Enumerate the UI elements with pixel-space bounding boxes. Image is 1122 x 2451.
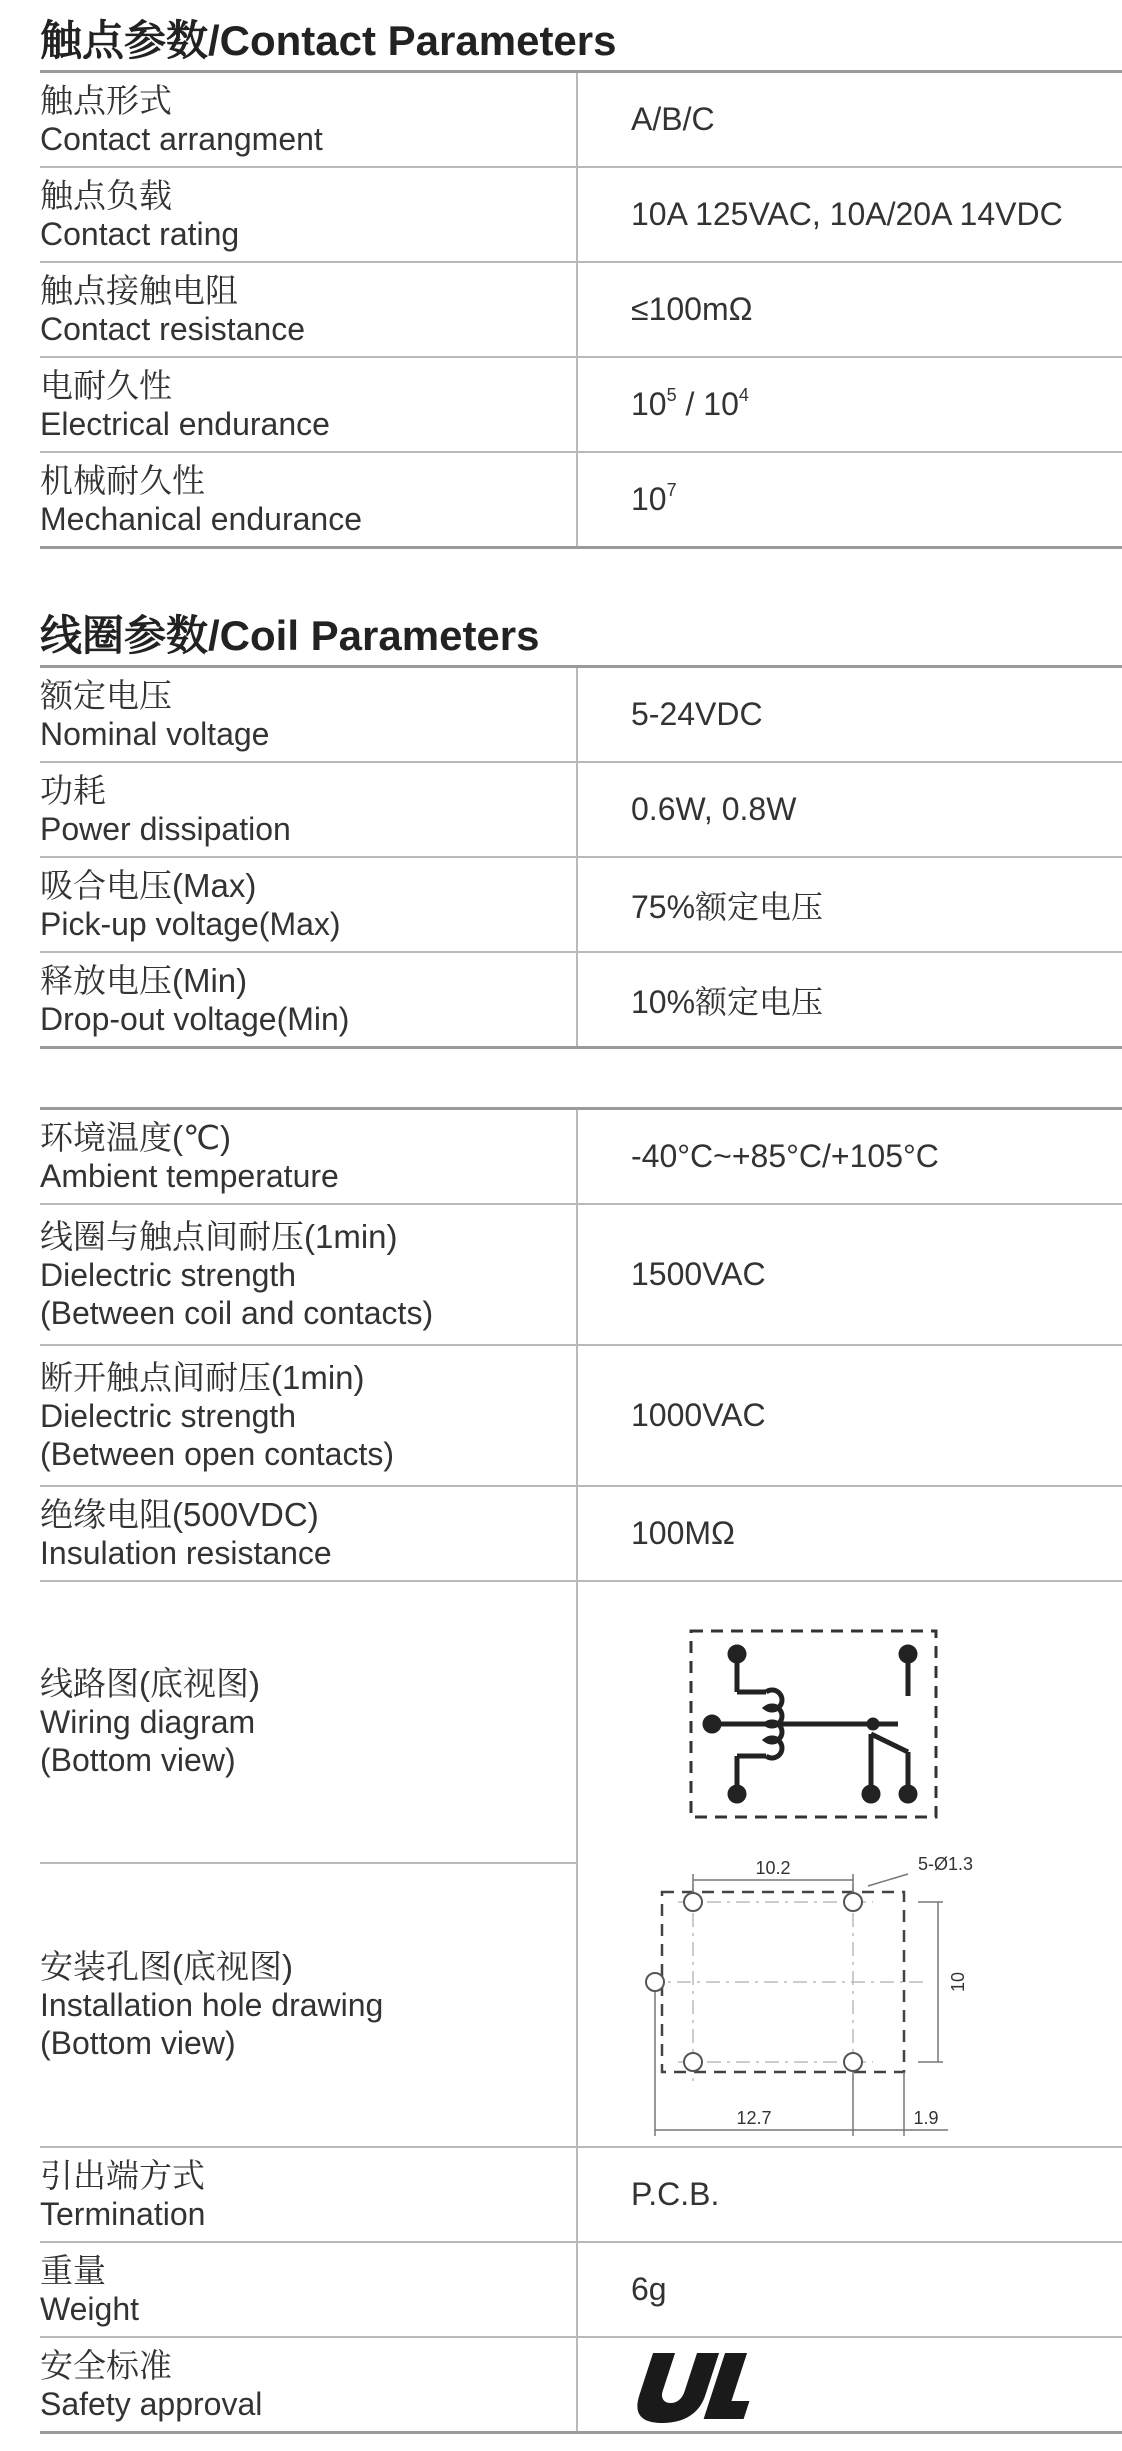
row-label-cn: 线路图(底视图) (40, 1665, 260, 1702)
row-label-en: Power dissipation (40, 810, 291, 847)
table-row (40, 357, 1122, 452)
table-row (40, 262, 1122, 357)
coil-section-title: 线圈参数/Coil Parameters (40, 612, 540, 659)
dim-offset: 1.9 (913, 2108, 939, 2128)
drawings-cell (577, 1581, 1122, 2147)
row-label-en: Nominal voltage (40, 715, 270, 752)
table-row (40, 452, 1122, 548)
table-row (40, 167, 1122, 262)
row-label-en: Mechanical endurance (40, 500, 362, 537)
row-label-en: Drop-out voltage(Min) (40, 1000, 350, 1037)
table-row (40, 1109, 1122, 1205)
row-value: 1500VAC (577, 1204, 1122, 1345)
table-row (40, 72, 1122, 168)
row-value: 1000VAC (577, 1345, 1122, 1486)
row-label-en: Insulation resistance (40, 1534, 332, 1571)
contact-table (40, 70, 1122, 549)
table-row (40, 2242, 1122, 2337)
row-label-cn: 安装孔图(底视图) (40, 1948, 293, 1985)
value-base: 10 (703, 386, 739, 422)
dim-bottom: 12.7 (736, 2108, 772, 2128)
row-label-cn: 绝缘电阻(500VDC) (40, 1495, 319, 1533)
value-exponent: 5 (666, 385, 677, 405)
row-label-cn: 电耐久性 (40, 366, 172, 404)
row-label-en: Contact resistance (40, 310, 306, 347)
general-table (40, 1107, 1122, 2434)
row-value: 5-24VDC (577, 667, 1122, 763)
row-label-en: Electrical endurance (40, 405, 330, 442)
coil-table (40, 665, 1122, 1049)
table-row (40, 762, 1122, 857)
table-row (40, 2337, 1122, 2433)
table-row (40, 667, 1122, 763)
row-value: 100MΩ (577, 1486, 1122, 1581)
ul-recognized-icon (631, 2347, 751, 2423)
row-label-cn: 释放电压(Min) (40, 961, 248, 999)
row-label-en: Installation hole drawing (40, 1987, 384, 2023)
value-exponent: 4 (738, 385, 749, 405)
table-row (40, 952, 1122, 1048)
contact-section-title: 触点参数/Contact Parameters (40, 17, 617, 64)
row-label-en: Dielectric strength (40, 1397, 297, 1434)
row-label-cn: 断开触点间耐压(1min) (40, 1358, 365, 1396)
row-value: P.C.B. (577, 2147, 1122, 2242)
row-label-cn: 安全标准 (40, 2346, 172, 2384)
hole-drawing (646, 1854, 973, 2136)
value-separator: / (676, 386, 704, 422)
row-label-en: Weight (40, 2290, 140, 2327)
value-base: 10 (631, 481, 667, 517)
row-label-cn: 触点形式 (40, 81, 172, 119)
row-label-cn: 环境温度(℃) (40, 1118, 232, 1156)
table-row (40, 1486, 1122, 1581)
row-value: 6g (577, 2242, 1122, 2337)
row-label-cn: 额定电压 (40, 676, 172, 714)
row-label-en: Contact rating (40, 215, 240, 252)
row-value: 10A 125VAC, 10A/20A 14VDC (577, 167, 1122, 262)
row-label-en: Dielectric strength (40, 1256, 297, 1293)
wiring-diagram (578, 1584, 1122, 2144)
table-row (40, 1204, 1122, 1345)
table-row (40, 857, 1122, 952)
table-row (40, 1345, 1122, 1486)
row-label-en-sub: (Bottom view) (40, 2025, 236, 2061)
row-label-en: Contact arrangment (40, 120, 323, 157)
row-label-cn: 机械耐久性 (40, 461, 205, 499)
row-value: ≤100mΩ (577, 262, 1122, 357)
spec-sheet (40, 0, 1122, 2434)
row-value: 75%额定电压 (577, 857, 1122, 952)
row-label-en: Pick-up voltage(Max) (40, 905, 341, 942)
row-value (577, 357, 1122, 452)
row-value (577, 452, 1122, 548)
row-label-cn: 触点负载 (40, 176, 172, 214)
safety-approval-cell (577, 2337, 1122, 2433)
row-label-en: Termination (40, 2195, 206, 2232)
row-label-en: Wiring diagram (40, 1704, 256, 1740)
value-base: 10 (631, 386, 667, 422)
row-value: 0.6W, 0.8W (577, 762, 1122, 857)
row-value: 10%额定电压 (577, 952, 1122, 1048)
row-label-cn: 功耗 (40, 771, 106, 809)
row-value: -40°C~+85°C/+105°C (577, 1109, 1122, 1205)
table-row (40, 2147, 1122, 2242)
table-row (40, 1581, 1122, 1863)
row-label-en: Safety approval (40, 2385, 263, 2422)
row-label-cn: 重量 (40, 2251, 106, 2289)
row-label-cn: 触点接触电阻 (40, 271, 238, 309)
row-label-cn: 线圈与触点间耐压(1min) (40, 1217, 398, 1255)
row-value: A/B/C (577, 72, 1122, 168)
row-label-cn: 吸合电压(Max) (40, 866, 257, 904)
row-label-en: Ambient temperature (40, 1157, 339, 1194)
row-label-en-sub: (Bottom view) (40, 1742, 236, 1778)
row-label-cn: 引出端方式 (40, 2156, 205, 2194)
dim-right: 10 (948, 1971, 968, 1993)
row-label-en-sub: (Between coil and contacts) (40, 1294, 434, 1331)
coil-winding (766, 1690, 782, 1758)
row-label-en-sub: (Between open contacts) (40, 1435, 394, 1472)
dim-top: 10.2 (755, 1858, 791, 1878)
value-exponent: 7 (666, 480, 677, 500)
dim-holes: 5-Ø1.3 (918, 1854, 974, 1874)
